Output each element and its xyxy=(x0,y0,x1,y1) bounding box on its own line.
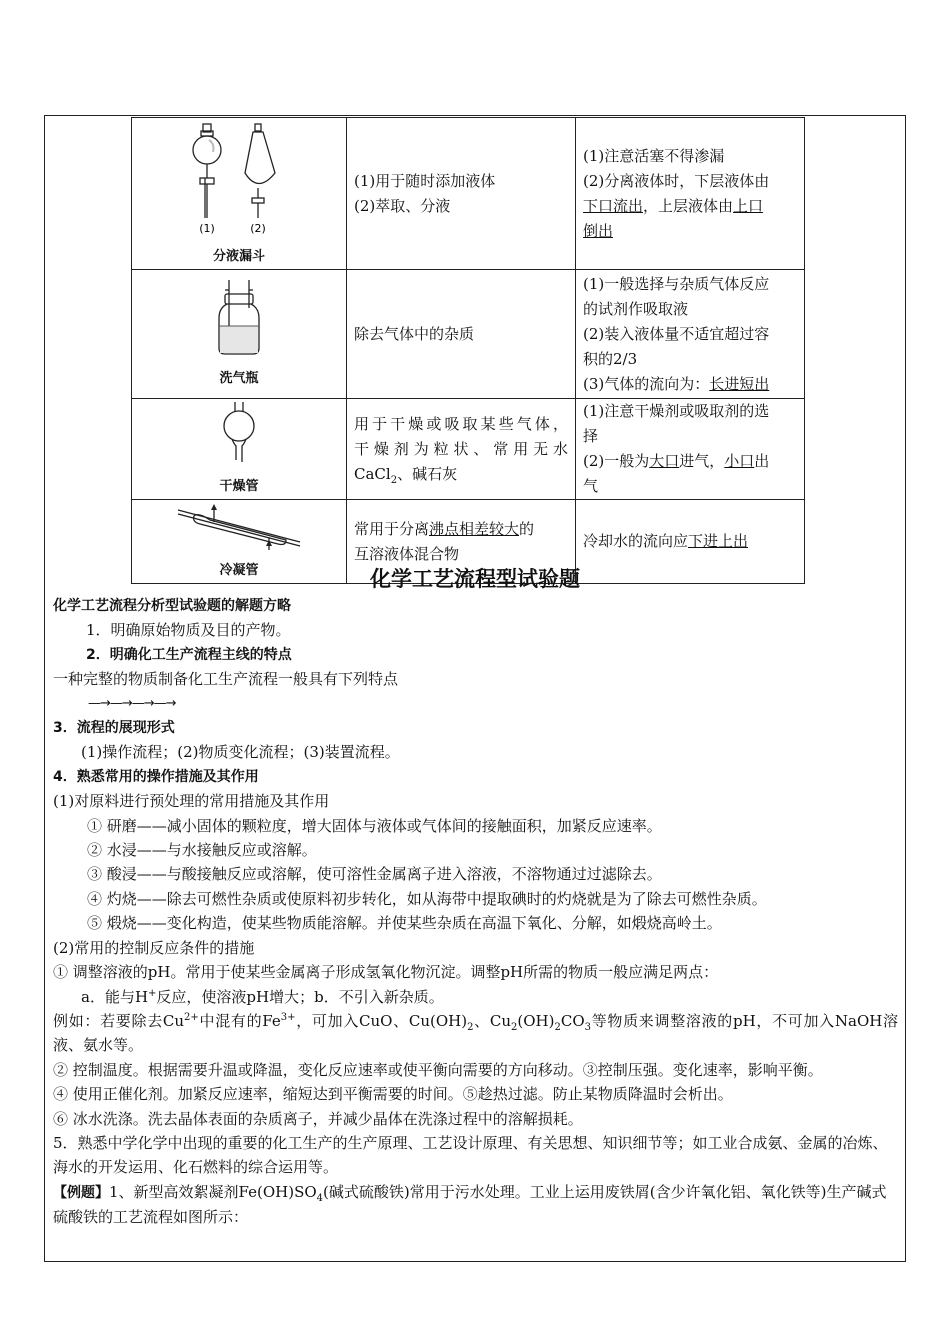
note-line xyxy=(583,219,797,244)
gas-washing-notes xyxy=(576,270,805,399)
note-line: (2)分离液体时，下层液体由 xyxy=(583,171,770,190)
content-body xyxy=(53,594,898,1230)
example-line xyxy=(53,1009,898,1058)
text-run: 反应，使溶液pH增大；b．不引入新杂质。 xyxy=(156,987,444,1006)
condenser-icon xyxy=(174,500,304,550)
note-text: (2)一般为 xyxy=(583,452,650,470)
funnel-cell xyxy=(132,118,347,270)
text-run: ，可加入CuO、Cu(OH) xyxy=(295,1011,468,1030)
example-tag: 【例题】 xyxy=(53,1184,109,1201)
note-line: (1)注意活塞不得渗漏 xyxy=(583,146,725,165)
use-text: 、碱石灰 xyxy=(397,464,458,483)
use-text: 常用于分离 xyxy=(354,519,430,538)
text-run: 例如：若要除去Cu xyxy=(53,1011,185,1030)
underlined-answer: 倒出 xyxy=(583,221,614,240)
step-5: 5．熟悉中学化学中出现的重要的化工生产的生产原理、工艺设计原理、有关思想、知识细节等；如工业合成氨、金属的冶炼、海水的开发运用、化石燃料的综合运用等。 xyxy=(53,1133,888,1177)
step-2-desc: 一种完整的物质制备化工生产流程一般具有下列特点 xyxy=(53,670,399,689)
superscript: 3+ xyxy=(280,1011,296,1023)
note-line xyxy=(583,529,797,554)
superscript: 2+ xyxy=(184,1011,199,1023)
example-problem xyxy=(53,1180,898,1230)
measure-item: ① 研磨——减小固体的颗粒度，增大固体与液体或气体间的接触面积，加紧反应速率。 xyxy=(87,816,662,835)
drying-tube-cell xyxy=(132,399,347,500)
table-row xyxy=(132,118,805,270)
note-text: ，上层液体由 xyxy=(643,196,734,215)
gas-washing-cell xyxy=(132,270,347,399)
text-run: (OH) xyxy=(517,1011,555,1030)
gas-washing-use xyxy=(347,270,576,399)
control-item: ② 控制温度。根据需要升温或降温，变化反应速率或使平衡向需要的方向移动。③控制压强。变化速率，影响平衡。 xyxy=(53,1060,823,1079)
control-item: ① 调整溶液的pH。常用于使某些金属离子形成氢氧化物沉淀。调整pH所需的物质一般应满足两点： xyxy=(53,963,719,982)
underlined-answer: 沸点相差较大 xyxy=(429,519,520,538)
measure-item: ③ 酸浸——与酸接触反应或溶解，使可溶性金属离子进入溶液，不溶物通过过滤除去。 xyxy=(87,865,662,884)
text-run: a．能与H xyxy=(81,987,149,1006)
text-run: 中混有的Fe xyxy=(198,1011,281,1030)
note-text: 进气， xyxy=(679,452,725,470)
drying-tube-caption: 干燥管 xyxy=(219,478,259,494)
note-text: 出 xyxy=(754,452,770,470)
table-row xyxy=(132,270,805,399)
step-1: 1．明确原始物质及目的产物。 xyxy=(86,621,291,640)
drying-tube-use xyxy=(347,399,576,500)
use-line xyxy=(354,517,568,542)
condenser-caption: 冷凝管 xyxy=(219,563,259,578)
text-run: CO xyxy=(560,1011,585,1030)
step-4: 4．熟悉常用的操作措施及其作用 xyxy=(53,768,259,785)
strategy-heading: 化学工艺流程分析型试验题的解题方略 xyxy=(53,598,291,614)
underlined-answer: 长进短出 xyxy=(709,374,770,393)
use-line: 除去气体中的杂质 xyxy=(354,324,475,343)
step-2: 2．明确化工生产流程主线的特点 xyxy=(86,646,292,663)
note-line xyxy=(583,449,797,474)
note-line: 择 xyxy=(583,427,599,445)
note-line xyxy=(583,194,797,219)
underlined-answer: 小口 xyxy=(724,452,755,470)
separatory-funnel-icon xyxy=(179,118,299,236)
pretreatment-heading: (1)对原料进行预处理的常用措施及其作用 xyxy=(53,792,330,811)
superscript: + xyxy=(148,987,157,999)
section-title: 化学工艺流程型试验题 xyxy=(370,567,580,591)
funnel-use xyxy=(347,118,576,270)
measure-item: ④ 灼烧——除去可燃性杂质或使原料初步转化，如从海带中提取碘时的灼烧就是为了除去可燃性杂质。 xyxy=(87,889,767,908)
gas-washing-caption: 洗气瓶 xyxy=(219,370,259,386)
control-item: ⑥ 冰水洗涤。洗去晶体表面的杂质离子，并减少晶体在洗涤过程中的溶解损耗。 xyxy=(53,1109,583,1128)
use-text: 的 xyxy=(519,519,535,538)
use-line: (1)用于随时添加液体 xyxy=(354,171,496,190)
flow-arrows: —→—→—→—→ xyxy=(88,695,176,711)
note-line: (1)注意干燥剂或吸取剂的选 xyxy=(583,402,770,420)
note-line: 积的2/3 xyxy=(583,349,638,368)
funnel-label-1: (1) xyxy=(199,222,215,235)
text-run: 、Cu xyxy=(473,1011,511,1030)
text-run: (碱式硫酸铁)常用于污水处理。工业上运用废铁屑(含少许氧化铝、氧化铁等)生产碱式硫酸铁的工艺流程如图所示： xyxy=(53,1182,887,1227)
subscript: 2 xyxy=(467,1021,474,1033)
control-conditions xyxy=(53,985,898,1009)
use-line: 用于干燥或吸取某些气体， xyxy=(354,414,568,433)
note-line xyxy=(583,372,797,397)
use-text: CaCl xyxy=(354,464,391,483)
note-text: (3)气体的流向为： xyxy=(583,374,710,393)
use-line: 互溶液体混合物 xyxy=(354,544,460,563)
control-item: ④ 使用正催化剂。加紧反应速率，缩短达到平衡需要的时间。⑤趁热过滤。防止某物质降温时会析出。 xyxy=(53,1085,733,1104)
equipment-table xyxy=(131,117,805,584)
use-line xyxy=(354,462,568,487)
note-line: (2)装入液体量不适宜超过容 xyxy=(583,324,770,343)
step-3-desc: (1)操作流程；(2)物质变化流程；(3)装置流程。 xyxy=(81,743,400,762)
measure-item: ② 水浸——与水接触反应或溶解。 xyxy=(87,841,317,860)
subscript: 3 xyxy=(584,1021,591,1033)
gas-washing-bottle-icon xyxy=(209,278,269,358)
note-line: 的试剂作吸取液 xyxy=(583,299,689,318)
drying-tube-notes xyxy=(576,399,805,500)
subscript: 2 xyxy=(511,1021,518,1033)
use-subscript: 2 xyxy=(390,474,398,486)
funnel-caption: 分液漏斗 xyxy=(212,249,265,264)
subscript: 4 xyxy=(316,1192,324,1204)
measure-item: ⑤ 煅烧——变化构造，使某些物质能溶解。并使某些杂质在高温下氧化、分解，如煅烧高岭土。 xyxy=(87,914,722,933)
note-text: 冷却水的流向应 xyxy=(583,532,689,550)
drying-tube-icon xyxy=(214,400,264,466)
underlined-answer: 上口 xyxy=(733,196,764,215)
underlined-answer: 下口流出 xyxy=(583,196,644,215)
text-run: 等物质来调整溶液的pH，不可加入NaOH溶液、氨水等。 xyxy=(53,1011,899,1055)
underlined-answer: 下进上出 xyxy=(688,532,749,550)
underlined-answer: 大口 xyxy=(649,452,680,470)
step-3: 3．流程的展现形式 xyxy=(53,720,175,737)
text-run: 1、新型高效絮凝剂Fe(OH)SO xyxy=(109,1182,317,1201)
funnel-notes xyxy=(576,118,805,270)
table-row xyxy=(132,399,805,500)
control-heading: (2)常用的控制反应条件的措施 xyxy=(53,938,255,957)
funnel-label-2: (2) xyxy=(250,222,266,235)
subscript: 2 xyxy=(554,1021,561,1033)
note-line: (1)一般选择与杂质气体反应 xyxy=(583,274,770,293)
note-line: 气 xyxy=(583,477,599,495)
use-line: 干燥剂为粒状、常用无水 xyxy=(354,439,568,458)
use-line: (2)萃取、分液 xyxy=(354,196,451,215)
